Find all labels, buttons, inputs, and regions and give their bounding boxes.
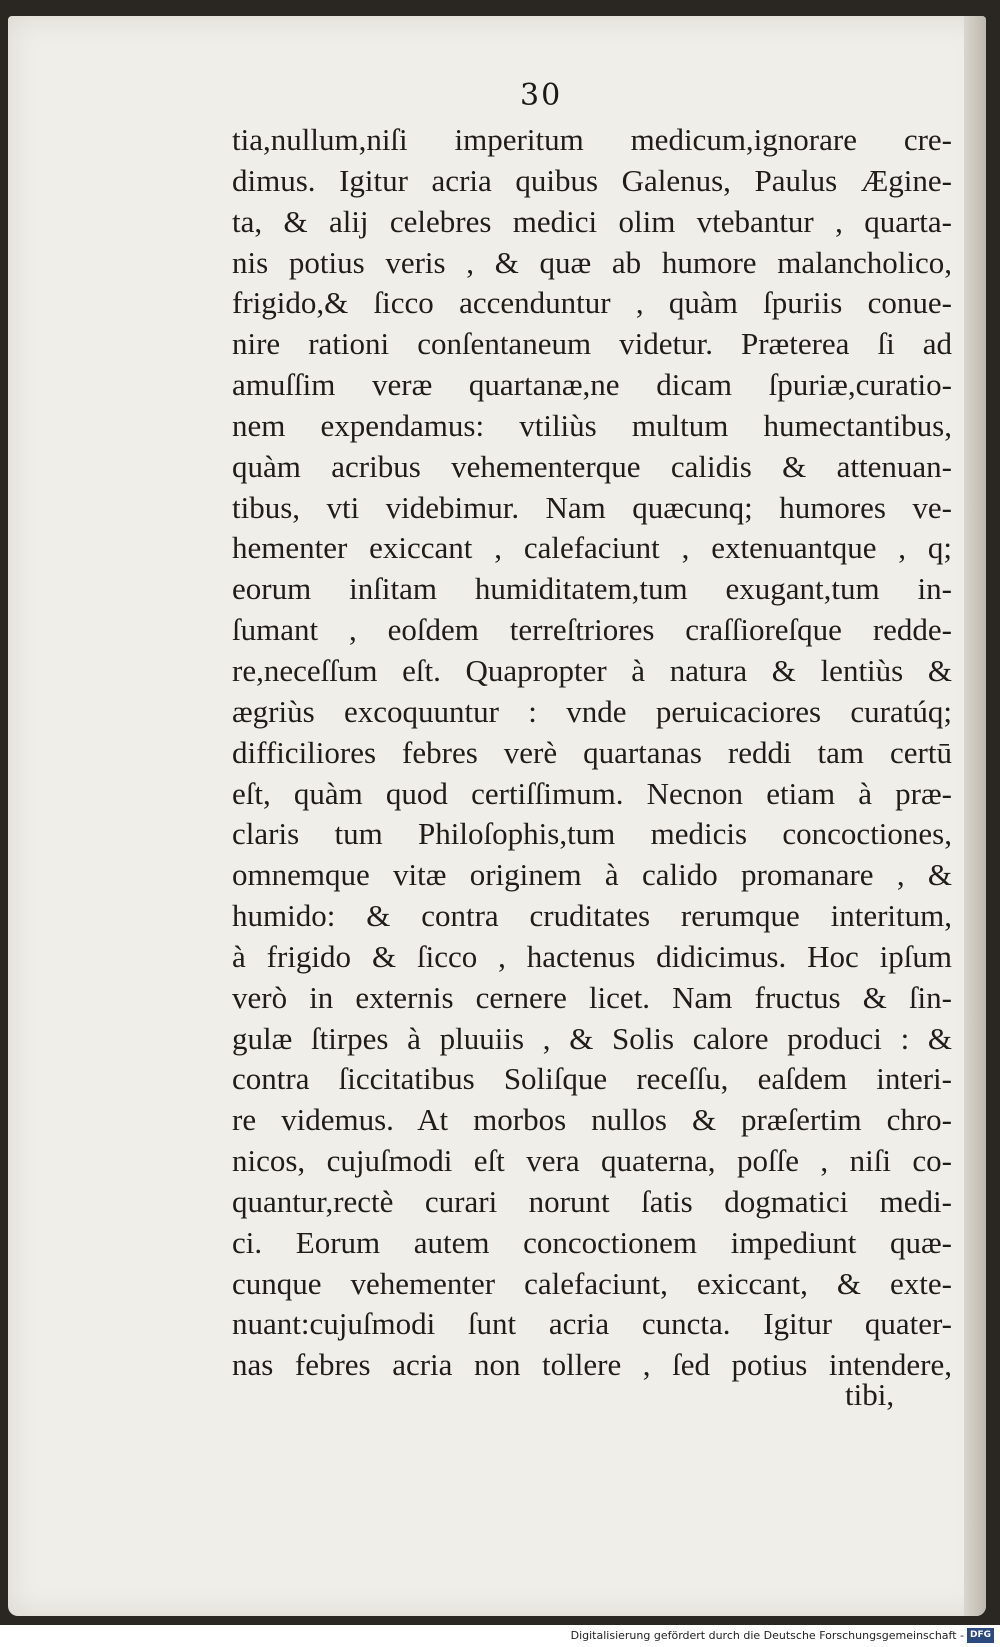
text-line: claris tum Philoſophis,tum medicis concoctiones, (232, 816, 952, 852)
text-line: quàm acribus vehementerque calidis & attenuan- (232, 448, 952, 484)
footer-bar (0, 1625, 1000, 1647)
text-line: re videmus. At morbos nullos & præſertim chro- (232, 1102, 952, 1138)
text-line: tibus, vti videbimur. Nam quæcunq; humores ve- (232, 489, 952, 525)
text-line: tia,nullum,niſi imperitum medicum,ignorare cre- (232, 122, 952, 157)
text-line: amuſſim veræ quartanæ,ne dicam ſpuriæ,curatio- (232, 367, 952, 403)
text-line: nem expendamus: vtiliùs multum humectantibus, (232, 407, 952, 443)
text-line: nuant:cujuſmodi ſunt acria cuncta. Igitur quater- (232, 1306, 952, 1342)
text-line: contra ſiccitatibus Soliſque receſſu, eaſdem interi- (232, 1061, 952, 1097)
text-line: ægriùs excoquuntur : vnde peruicaciores curatúq; (232, 693, 952, 729)
text-line: eorum inſitam humiditatem,tum exugant,tum in- (232, 571, 952, 607)
text-line: cunque vehementer calefaciunt, exiccant, & exte- (232, 1265, 952, 1301)
text-line: gulæ ſtirpes à pluuiis , & Solis calore produci : & (232, 1020, 952, 1056)
text-line: ta, & alij celebres medici olim vtebantur , quarta- (232, 203, 952, 239)
text-line: frigido,& ſicco accenduntur , quàm ſpuriis conue- (232, 285, 952, 321)
text-line: eſt, quàm quod certiſſimum. Necnon etiam à præ- (232, 775, 952, 811)
page-edge (964, 16, 986, 1616)
text-line: à frigido & ſicco , hactenus didicimus. Hoc ipſum (232, 938, 952, 974)
text-line: humido: & contra cruditates rerumque interitum, (232, 898, 952, 934)
text-line: nire rationi conſentaneum videtur. Præterea ſi ad (232, 326, 952, 362)
text-line: ci. Eorum autem concoctionem impediunt quæ- (232, 1224, 952, 1260)
text-line: difficiliores febres verè quartanas reddi tam certū (232, 734, 952, 770)
text-line: omnemque vitæ originem à calido promanare , & (232, 857, 952, 893)
text-line: nicos, cujuſmodi eſt vera quaterna, poſſe , niſi co- (232, 1143, 952, 1179)
body-text (232, 120, 952, 1386)
catchword: tibi, (845, 1377, 895, 1412)
funding-credit: Digitalisierung gefördert durch die Deutsche Forschungsgemeinschaft - (570, 1629, 964, 1642)
dfg-logo-icon: DFG (967, 1628, 994, 1643)
text-line: nis potius veris , & quæ ab humore malancholico, (232, 244, 952, 280)
text-line: quantur,rectè curari norunt ſatis dogmatici medi- (232, 1183, 952, 1219)
text-line: hementer exiccant , calefaciunt , extenuantque , q; (232, 530, 952, 566)
text-line: re,neceſſum eſt. Quapropter à natura & lentiùs & (232, 652, 952, 688)
text-line: verò in externis cernere licet. Nam fructus & ſin- (232, 979, 952, 1015)
page-number: 30 (520, 78, 563, 113)
text-line: ſumant , eoſdem terreſtriores craſſioreſque redde- (232, 612, 952, 648)
text-line: dimus. Igitur acria quibus Galenus, Paulus Ægine- (232, 162, 952, 198)
text-line: nas febres acria non tollere , ſed potius intendere, (232, 1347, 952, 1383)
